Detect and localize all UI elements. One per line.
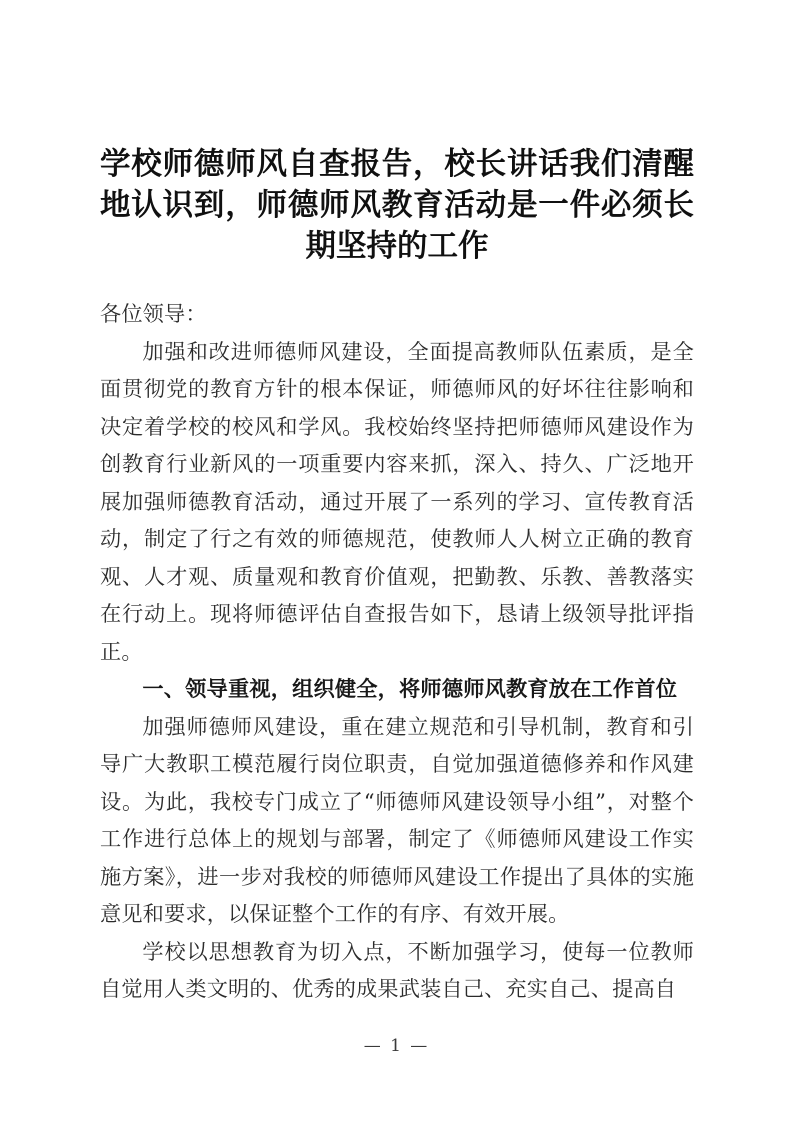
- document-body: [100, 295, 694, 1008]
- page-content: [100, 0, 694, 1008]
- section-heading-one: 一、领导重视，组织健全，将师德师风教育放在工作首位: [142, 676, 678, 701]
- salutation-line: 各位领导：: [100, 301, 207, 326]
- page-title: 学校师德师风自查报告，校长讲话我们清醒地认识到，师德师风教育活动是一件必须长期坚持的工作: [100, 147, 694, 264]
- paragraph-intro: 加强和改进师德师风建设，全面提高教师队伍素质，是全面贯彻党的教育方针的根本保证，师德师风的好坏往往影响和决定着学校的校风和学风。我校始终坚持把师德师风建设作为创教育行业新风的一项重要内容来抓，深入、持久、广泛地开展加强师德教育活动，通过开展了一系列的学习、宣传教育活动，制定了行之有效的师德规范，使教师人人树立正确的教育观、人才观、质量观和教育价值观，把勤教、乐教、善教落实在行动上。现将师德评估自查报告如下，恳请上级领导批评指正。: [100, 338, 694, 664]
- paragraph-leadership-group: 加强师德师风建设，重在建立规范和引导机制，教育和引导广大教职工模范履行岗位职责，自觉加强道德修养和作风建设。为此，我校专门成立了“师德师风建设领导小组”，对整个工作进行总体上的规划与部署，制定了《师德师风建设工作实施方案》，进一步对我校的师德师风建设工作提出了具体的实施意见和要求，以保证整个工作的有序、有效开展。: [100, 713, 694, 926]
- paragraph-ideological-education: 学校以思想教育为切入点，不断加强学习，使每一位教师自觉用人类文明的、优秀的成果武装自己、充实自己、提高自: [100, 938, 694, 1001]
- page-number-footer: — 1 —: [363, 1036, 430, 1056]
